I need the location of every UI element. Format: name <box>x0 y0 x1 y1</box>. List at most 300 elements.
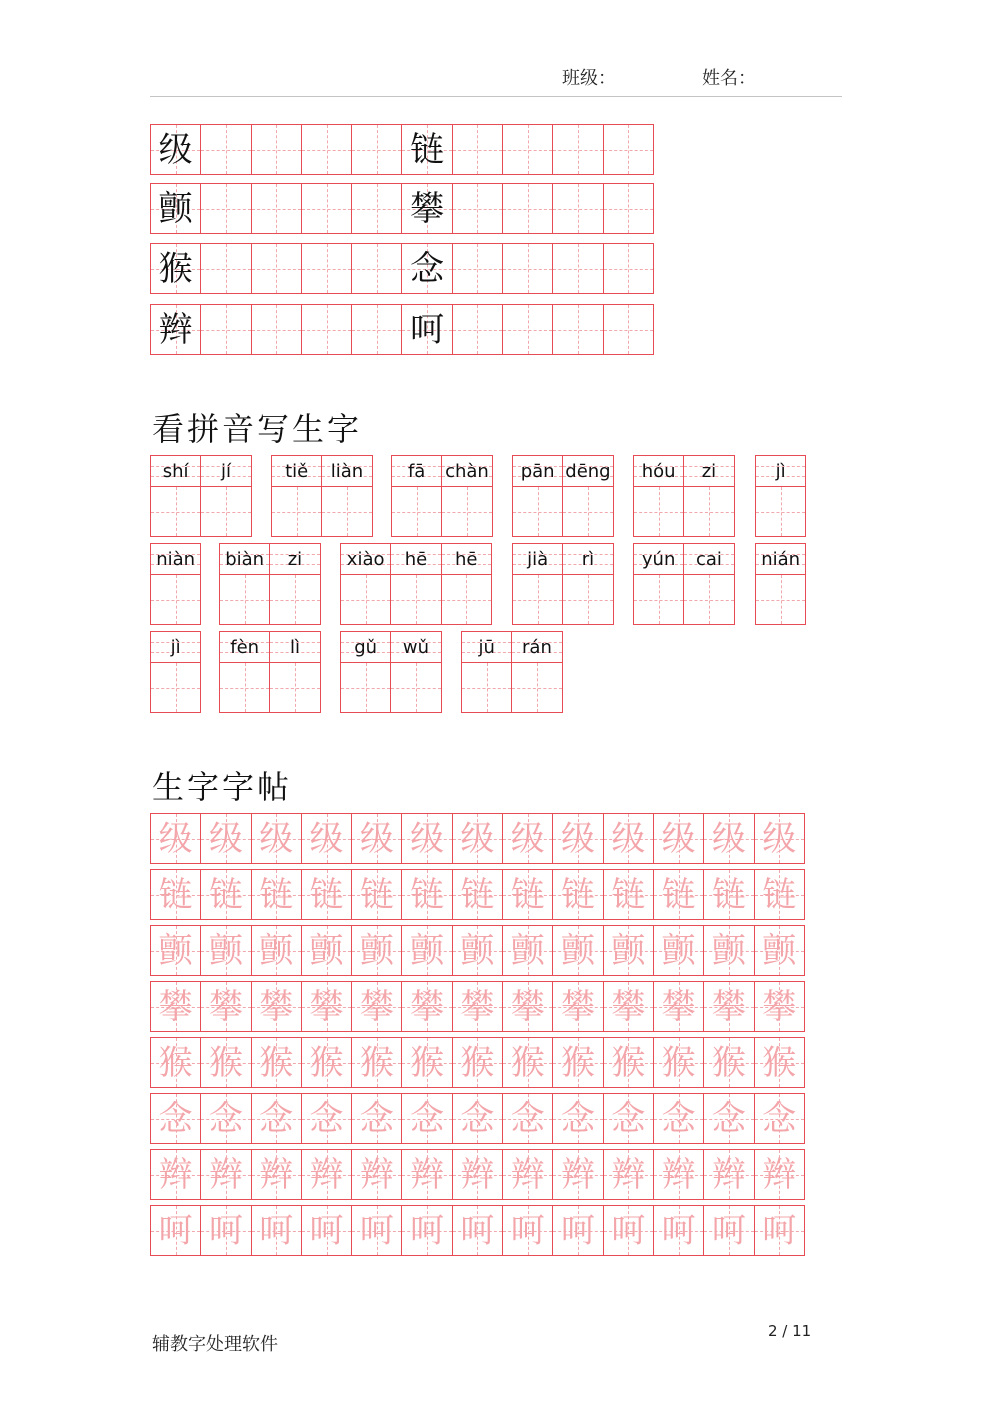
copybook-row <box>150 869 804 920</box>
grid-cell[interactable] <box>502 304 553 355</box>
grid-cell[interactable] <box>150 486 201 537</box>
pinyin-label <box>340 543 391 575</box>
grid-cell[interactable] <box>321 486 372 537</box>
section-title-copybook: 生字字帖 <box>152 768 293 806</box>
grid-cell[interactable] <box>452 1093 503 1144</box>
pinyin-label <box>269 631 320 663</box>
grid-cell[interactable] <box>301 304 352 355</box>
hanzi-char: 念 <box>510 1098 545 1139</box>
grid-cell[interactable] <box>200 304 251 355</box>
hanzi-char: 辫 <box>762 1154 797 1195</box>
grid-cell[interactable] <box>512 574 563 625</box>
hanzi-char: 呵 <box>611 1210 646 1251</box>
hanzi-char: 猴 <box>661 1042 696 1083</box>
grid-cell[interactable] <box>301 1093 352 1144</box>
pinyin-word <box>219 631 320 713</box>
copybook-row <box>150 1205 804 1256</box>
grid-cell[interactable] <box>351 1037 402 1088</box>
grid-cell[interactable] <box>552 243 603 294</box>
hanzi-char: 辫 <box>410 1154 445 1195</box>
hanzi-char: 念 <box>460 1098 495 1139</box>
grid-cell[interactable] <box>552 869 603 920</box>
grid-cell[interactable] <box>301 243 352 294</box>
grid-cell[interactable] <box>502 183 553 234</box>
grid-cell[interactable] <box>633 486 684 537</box>
grid-cell[interactable] <box>301 183 352 234</box>
hanzi-char: 辫 <box>309 1154 344 1195</box>
grid-cell[interactable] <box>511 662 562 713</box>
grid-cell[interactable] <box>351 981 402 1032</box>
grid-cell[interactable] <box>754 925 805 976</box>
practice-row <box>150 243 653 294</box>
grid-cell[interactable] <box>351 124 402 175</box>
grid-cell[interactable] <box>150 1037 201 1088</box>
grid-cell[interactable] <box>703 925 754 976</box>
hanzi-char: 猴 <box>510 1042 545 1083</box>
pinyin-label <box>562 455 613 487</box>
grid-cell[interactable] <box>552 1093 603 1144</box>
grid-cell[interactable] <box>452 813 503 864</box>
hanzi-char: 颤 <box>208 930 243 971</box>
grid-cell[interactable] <box>150 869 201 920</box>
grid-cell[interactable] <box>653 1205 704 1256</box>
hanzi-char: 猴 <box>309 1042 344 1083</box>
hanzi-char: 颤 <box>410 930 445 971</box>
hanzi-char: 级 <box>460 818 495 859</box>
hanzi-char: 猴 <box>561 1042 596 1083</box>
grid-cell[interactable] <box>301 1037 352 1088</box>
grid-cell[interactable] <box>452 1205 503 1256</box>
pinyin-column <box>562 455 613 537</box>
hanzi-char: 攀 <box>359 986 394 1027</box>
pinyin-label <box>390 543 441 575</box>
grid-cell[interactable] <box>452 183 503 234</box>
pinyin-text: rì <box>581 548 595 570</box>
hanzi-char: 链 <box>410 129 445 170</box>
hanzi-char: 呵 <box>561 1210 596 1251</box>
header-divider <box>150 96 842 97</box>
hanzi-char: 颤 <box>510 930 545 971</box>
grid-cell[interactable] <box>755 574 806 625</box>
grid-cell[interactable] <box>653 1149 704 1200</box>
grid-cell[interactable] <box>653 925 704 976</box>
hanzi-char: 呵 <box>510 1210 545 1251</box>
grid-cell[interactable] <box>703 813 754 864</box>
grid-cell[interactable] <box>603 183 654 234</box>
grid-cell[interactable] <box>552 183 603 234</box>
pinyin-label <box>219 543 270 575</box>
grid-cell[interactable] <box>401 1037 452 1088</box>
hanzi-char: 级 <box>158 818 193 859</box>
hanzi-char: 级 <box>611 818 646 859</box>
grid-cell[interactable] <box>502 925 553 976</box>
grid-cell[interactable] <box>150 304 201 355</box>
pinyin-text: dēng <box>565 460 611 482</box>
grid-cell[interactable] <box>552 124 603 175</box>
pinyin-label <box>271 455 322 487</box>
grid-cell[interactable] <box>562 574 613 625</box>
grid-cell[interactable] <box>301 813 352 864</box>
grid-cell[interactable] <box>502 243 553 294</box>
pinyin-text: wǔ <box>402 636 430 658</box>
grid-cell[interactable] <box>150 574 201 625</box>
grid-cell[interactable] <box>754 1149 805 1200</box>
grid-cell[interactable] <box>502 869 553 920</box>
grid-cell[interactable] <box>452 925 503 976</box>
grid-cell[interactable] <box>603 243 654 294</box>
grid-cell[interactable] <box>200 813 251 864</box>
pinyin-column <box>340 543 391 625</box>
grid-cell[interactable] <box>351 304 402 355</box>
grid-cell[interactable] <box>401 869 452 920</box>
pinyin-label <box>512 455 563 487</box>
grid-cell[interactable] <box>703 981 754 1032</box>
grid-cell[interactable] <box>452 1149 503 1200</box>
grid-cell[interactable] <box>150 925 201 976</box>
hanzi-char: 念 <box>762 1098 797 1139</box>
grid-cell[interactable] <box>251 813 302 864</box>
hanzi-char: 辫 <box>158 309 193 350</box>
grid-cell[interactable] <box>603 813 654 864</box>
hanzi-char: 攀 <box>309 986 344 1027</box>
hanzi-char: 级 <box>259 818 294 859</box>
grid-cell[interactable] <box>562 486 613 537</box>
grid-cell[interactable] <box>150 183 201 234</box>
hanzi-char: 链 <box>410 874 445 915</box>
grid-cell[interactable] <box>269 574 320 625</box>
grid-cell[interactable] <box>251 183 302 234</box>
grid-cell[interactable] <box>200 486 251 537</box>
grid-cell[interactable] <box>301 981 352 1032</box>
grid-cell[interactable] <box>150 981 201 1032</box>
pinyin-text: biàn <box>225 548 265 570</box>
grid-cell[interactable] <box>653 1093 704 1144</box>
hanzi-char: 念 <box>259 1098 294 1139</box>
hanzi-char: 级 <box>561 818 596 859</box>
grid-cell[interactable] <box>441 486 492 537</box>
grid-cell[interactable] <box>301 925 352 976</box>
hanzi-char: 攀 <box>561 986 596 1027</box>
hanzi-char: 级 <box>309 818 344 859</box>
hanzi-char: 呵 <box>309 1210 344 1251</box>
hanzi-char: 辫 <box>359 1154 394 1195</box>
grid-cell[interactable] <box>653 1037 704 1088</box>
grid-cell[interactable] <box>150 662 201 713</box>
hanzi-char: 念 <box>309 1098 344 1139</box>
grid-cell[interactable] <box>603 925 654 976</box>
grid-cell[interactable] <box>351 183 402 234</box>
pinyin-label <box>441 543 492 575</box>
grid-cell[interactable] <box>452 124 503 175</box>
grid-cell[interactable] <box>441 574 492 625</box>
grid-cell[interactable] <box>301 869 352 920</box>
pinyin-text: lì <box>289 636 300 658</box>
hanzi-char: 辫 <box>259 1154 294 1195</box>
grid-cell[interactable] <box>401 304 452 355</box>
grid-cell[interactable] <box>603 869 654 920</box>
grid-cell[interactable] <box>502 981 553 1032</box>
hanzi-char: 颤 <box>711 930 746 971</box>
grid-cell[interactable] <box>251 869 302 920</box>
pinyin-label <box>219 631 270 663</box>
pinyin-column <box>391 455 442 537</box>
pinyin-column <box>511 631 562 713</box>
grid-cell[interactable] <box>603 981 654 1032</box>
pinyin-column <box>512 543 563 625</box>
grid-cell[interactable] <box>150 813 201 864</box>
grid-cell[interactable] <box>552 925 603 976</box>
pinyin-word <box>271 455 372 537</box>
grid-cell[interactable] <box>512 486 563 537</box>
grid-cell[interactable] <box>150 243 201 294</box>
grid-cell[interactable] <box>251 124 302 175</box>
hanzi-char: 攀 <box>661 986 696 1027</box>
hanzi-char: 链 <box>259 874 294 915</box>
grid-cell[interactable] <box>452 1037 503 1088</box>
pinyin-label <box>391 455 442 487</box>
hanzi-char: 颤 <box>661 930 696 971</box>
pinyin-word <box>150 543 200 625</box>
pinyin-text: yún <box>641 548 676 570</box>
grid-cell[interactable] <box>703 1149 754 1200</box>
hanzi-char: 链 <box>611 874 646 915</box>
grid-cell[interactable] <box>683 574 734 625</box>
hanzi-char: 猴 <box>611 1042 646 1083</box>
grid-cell[interactable] <box>251 1149 302 1200</box>
pinyin-column <box>461 631 512 713</box>
pinyin-text: hē <box>455 548 478 570</box>
grid-cell[interactable] <box>502 1205 553 1256</box>
grid-cell[interactable] <box>200 981 251 1032</box>
grid-cell[interactable] <box>200 869 251 920</box>
hanzi-char: 呵 <box>711 1210 746 1251</box>
grid-cell[interactable] <box>200 1149 251 1200</box>
grid-cell[interactable] <box>452 869 503 920</box>
hanzi-char: 链 <box>510 874 545 915</box>
grid-cell[interactable] <box>301 1149 352 1200</box>
grid-cell[interactable] <box>391 486 442 537</box>
hanzi-char: 级 <box>762 818 797 859</box>
grid-cell[interactable] <box>683 486 734 537</box>
grid-cell[interactable] <box>452 304 503 355</box>
grid-cell[interactable] <box>351 869 402 920</box>
grid-cell[interactable] <box>351 1205 402 1256</box>
grid-cell[interactable] <box>351 1093 402 1144</box>
pinyin-text: fèn <box>230 636 260 658</box>
page-number: 2 / 11 <box>768 1322 812 1340</box>
grid-cell[interactable] <box>219 574 270 625</box>
hanzi-char: 呵 <box>762 1210 797 1251</box>
grid-cell[interactable] <box>703 1093 754 1144</box>
grid-cell[interactable] <box>552 1037 603 1088</box>
grid-cell[interactable] <box>603 1149 654 1200</box>
grid-cell[interactable] <box>754 813 805 864</box>
pinyin-column <box>150 543 201 625</box>
pinyin-word <box>150 631 200 713</box>
grid-cell[interactable] <box>351 925 402 976</box>
pinyin-label <box>321 455 372 487</box>
grid-cell[interactable] <box>251 925 302 976</box>
pinyin-text: zi <box>701 460 717 482</box>
grid-cell[interactable] <box>633 574 684 625</box>
pinyin-column <box>219 631 270 713</box>
hanzi-char: 猴 <box>158 1042 193 1083</box>
grid-cell[interactable] <box>653 869 704 920</box>
grid-cell[interactable] <box>401 183 452 234</box>
pinyin-column <box>512 455 563 537</box>
grid-cell[interactable] <box>150 1149 201 1200</box>
grid-cell[interactable] <box>401 243 452 294</box>
pinyin-text: xiào <box>346 548 385 570</box>
grid-cell[interactable] <box>502 1149 553 1200</box>
grid-cell[interactable] <box>340 574 391 625</box>
grid-cell[interactable] <box>351 1149 402 1200</box>
grid-cell[interactable] <box>552 1149 603 1200</box>
grid-cell[interactable] <box>219 662 270 713</box>
hanzi-char: 念 <box>359 1098 394 1139</box>
hanzi-char: 级 <box>410 818 445 859</box>
grid-cell[interactable] <box>401 124 452 175</box>
grid-cell[interactable] <box>603 1037 654 1088</box>
pinyin-word <box>391 455 492 537</box>
grid-cell[interactable] <box>401 925 452 976</box>
grid-cell[interactable] <box>401 813 452 864</box>
pinyin-label <box>200 455 251 487</box>
hanzi-char: 颤 <box>309 930 344 971</box>
grid-cell[interactable] <box>703 1205 754 1256</box>
grid-cell[interactable] <box>603 1205 654 1256</box>
grid-cell[interactable] <box>200 124 251 175</box>
hanzi-char: 辫 <box>611 1154 646 1195</box>
grid-cell[interactable] <box>200 1093 251 1144</box>
grid-cell[interactable] <box>251 304 302 355</box>
grid-cell[interactable] <box>502 1093 553 1144</box>
grid-cell[interactable] <box>200 1037 251 1088</box>
grid-cell[interactable] <box>502 813 553 864</box>
hanzi-char: 辫 <box>208 1154 243 1195</box>
grid-cell[interactable] <box>552 304 603 355</box>
grid-cell[interactable] <box>271 486 322 537</box>
hanzi-char: 链 <box>762 874 797 915</box>
hanzi-char: 辫 <box>510 1154 545 1195</box>
grid-cell[interactable] <box>269 662 320 713</box>
grid-cell[interactable] <box>452 981 503 1032</box>
hanzi-char: 链 <box>309 874 344 915</box>
grid-cell[interactable] <box>200 243 251 294</box>
hanzi-char: 链 <box>359 874 394 915</box>
pinyin-text: nián <box>761 548 801 570</box>
grid-cell[interactable] <box>755 486 806 537</box>
grid-cell[interactable] <box>401 981 452 1032</box>
pinyin-label <box>633 543 684 575</box>
grid-cell[interactable] <box>452 243 503 294</box>
hanzi-char: 呵 <box>410 309 445 350</box>
grid-cell[interactable] <box>754 1093 805 1144</box>
grid-cell[interactable] <box>351 813 402 864</box>
grid-cell[interactable] <box>703 1037 754 1088</box>
pinyin-column <box>321 455 372 537</box>
copybook-row <box>150 1037 804 1088</box>
grid-cell[interactable] <box>653 981 704 1032</box>
pinyin-word <box>512 455 613 537</box>
grid-cell[interactable] <box>603 1093 654 1144</box>
grid-cell[interactable] <box>200 1205 251 1256</box>
hanzi-char: 猴 <box>460 1042 495 1083</box>
hanzi-char: 念 <box>561 1098 596 1139</box>
pinyin-text: hóu <box>641 460 676 482</box>
grid-cell[interactable] <box>754 869 805 920</box>
grid-cell[interactable] <box>603 304 654 355</box>
grid-cell[interactable] <box>603 124 654 175</box>
grid-cell[interactable] <box>301 124 352 175</box>
pinyin-label <box>441 455 492 487</box>
hanzi-char: 攀 <box>762 986 797 1027</box>
grid-cell[interactable] <box>251 981 302 1032</box>
grid-cell[interactable] <box>401 1205 452 1256</box>
grid-cell[interactable] <box>251 1037 302 1088</box>
grid-cell[interactable] <box>150 1093 201 1144</box>
grid-cell[interactable] <box>703 869 754 920</box>
practice-row <box>150 183 653 234</box>
grid-cell[interactable] <box>251 243 302 294</box>
grid-cell[interactable] <box>401 1093 452 1144</box>
grid-cell[interactable] <box>390 662 441 713</box>
grid-cell[interactable] <box>351 243 402 294</box>
pinyin-column <box>269 543 320 625</box>
grid-cell[interactable] <box>150 124 201 175</box>
grid-cell[interactable] <box>150 1205 201 1256</box>
hanzi-char: 级 <box>510 818 545 859</box>
grid-cell[interactable] <box>251 1205 302 1256</box>
pinyin-text: fā <box>407 460 426 482</box>
hanzi-char: 链 <box>561 874 596 915</box>
grid-cell[interactable] <box>552 981 603 1032</box>
grid-cell[interactable] <box>754 1205 805 1256</box>
pinyin-text: jì <box>170 636 181 658</box>
pinyin-column <box>271 455 322 537</box>
hanzi-char: 颤 <box>158 930 193 971</box>
grid-cell[interactable] <box>653 813 704 864</box>
grid-cell[interactable] <box>200 183 251 234</box>
pinyin-text: niàn <box>156 548 196 570</box>
grid-cell[interactable] <box>502 1037 553 1088</box>
grid-cell[interactable] <box>461 662 512 713</box>
pinyin-label <box>755 455 806 487</box>
pinyin-word <box>340 543 491 625</box>
copybook-row <box>150 813 804 864</box>
pinyin-text: shí <box>162 460 189 482</box>
grid-cell[interactable] <box>340 662 391 713</box>
grid-cell[interactable] <box>390 574 441 625</box>
grid-cell[interactable] <box>251 1093 302 1144</box>
grid-cell[interactable] <box>401 1149 452 1200</box>
pinyin-column <box>219 543 270 625</box>
pinyin-text: jià <box>527 548 549 570</box>
grid-cell[interactable] <box>301 1205 352 1256</box>
grid-cell[interactable] <box>552 1205 603 1256</box>
pinyin-text: jū <box>478 636 495 658</box>
pinyin-text: chàn <box>445 460 489 482</box>
grid-cell[interactable] <box>200 925 251 976</box>
hanzi-char: 级 <box>208 818 243 859</box>
grid-cell[interactable] <box>502 124 553 175</box>
grid-cell[interactable] <box>754 981 805 1032</box>
hanzi-char: 颤 <box>158 188 193 229</box>
pinyin-label <box>511 631 562 663</box>
grid-cell[interactable] <box>754 1037 805 1088</box>
hanzi-char: 呵 <box>208 1210 243 1251</box>
grid-cell[interactable] <box>552 813 603 864</box>
